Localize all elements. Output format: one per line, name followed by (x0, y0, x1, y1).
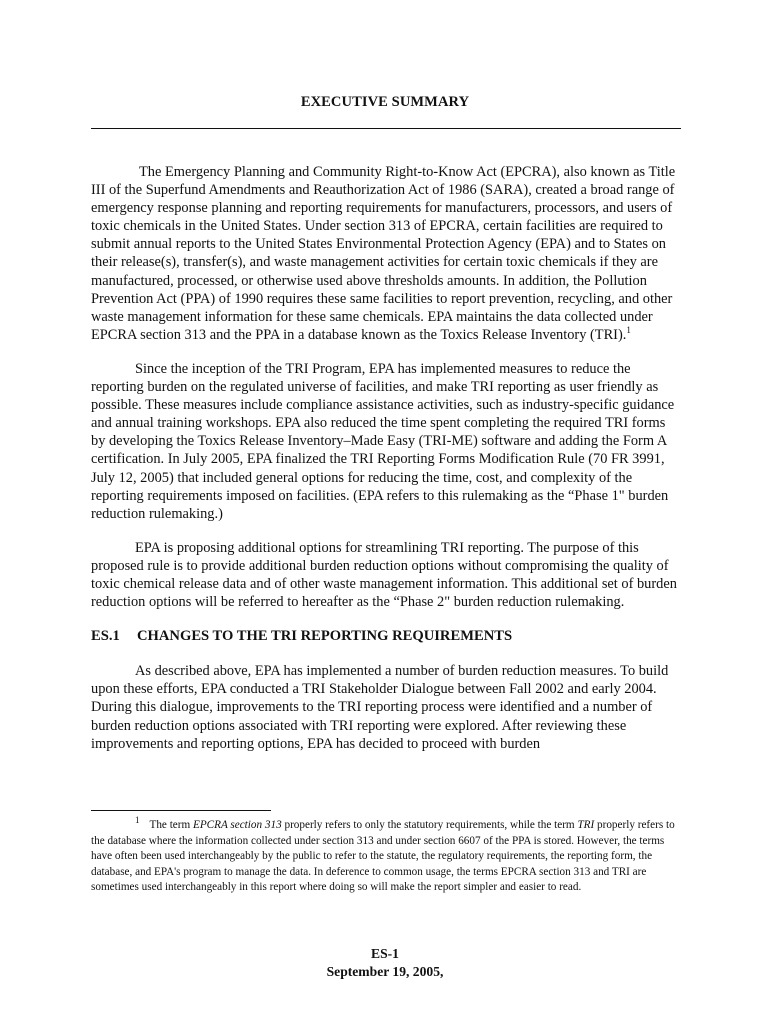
paragraph-epcra-text: The Emergency Planning and Community Right-to-Know Act (EPCRA), also known as Title III of the Superfund Amendments and Reauthorization Act of 1986 (SARA), created a broad range of emergency response planning and reporting requirements for manufacturers, processors, and users of toxic chemicals in the United States. Under section 313 of EPCRA, certain facilities are required to submit annual reports to the United States Environmental Protection Agency (EPA) and to States on their release(s), transfer(s), and waste management activities for certain toxic chemicals if they are manufactured, processed, or otherwise used above thresholds amounts. In addition, the Pollution Prevention Act (PPA) of 1990 requires these same facilities to report prevention, recycling, and other waste management information for these same chemicals. EPA maintains the data collected under EPCRA section 313 and the PPA in a database known as the Toxics Release Inventory (TRI). (91, 164, 676, 343)
footnote-text-c: properly refers to the database where the information collected under section 313 and under section 6607 of the PPA is stored. However, the terms have often been used interchangeably by the public to refer to the statute, the regulatory requirements, the reporting form, the database, and EPA's program to manage the data. In deference to common usage, the terms EPCRA section 313 and TRI are sometimes used interchangeably in this report where doing so will make the report simpler and easier to read. (91, 819, 675, 894)
footnote-text-a: The term (149, 819, 193, 831)
footnote-text-b: properly refers to only the statutory requirements, while the term (281, 819, 578, 831)
footer-date: September 19, 2005, (326, 964, 444, 979)
footnote-italic-a: EPCRA section 313 (193, 819, 282, 831)
body-text (91, 163, 683, 769)
page-title: EXECUTIVE SUMMARY (300, 94, 470, 110)
section-heading (91, 627, 683, 645)
section-number: ES.1 (91, 628, 120, 645)
paragraph-phase2: EPA is proposing additional options for streamlining TRI reporting. The purpose of this proposed rule is to provide additional burden reduction options without compromising the quality of toxic chemical release data and of other waste management information. This additional set of burden reduction options will be referred to hereafter as the “Phase 2" burden reduction rulemaking. (91, 539, 677, 611)
footnote-mark: 1 (135, 815, 140, 826)
section-title: CHANGES TO THE TRI REPORTING REQUIREMENTS (137, 628, 513, 645)
footnote-italic-b: TRI (577, 819, 595, 831)
footnote (91, 815, 683, 896)
paragraph-changes: As described above, EPA has implemented a number of burden reduction measures. To build upon these efforts, EPA conducted a TRI Stakeholder Dialogue between Fall 2002 and early 2004. During this dialogue, improvements to the TRI reporting process were identified and a number of burden reduction options associated with TRI reporting were explored. After reviewing these improvements and reporting options, EPA has decided to proceed with burden (91, 663, 669, 752)
paragraph-burden-measures: Since the inception of the TRI Program, EPA has implemented measures to reduce the reporting burden on the regulated universe of facilities, and make TRI reporting as user friendly as possible. These measures include compliance assistance activities, such as industry-specific guidance and annual training workshops. EPA also reduced the time spent completing the required TRI forms by developing the Toxics Release Inventory–Made Easy (TRI-ME) software and adding the Form A certification. In July 2005, EPA finalized the TRI Reporting Forms Modification Rule (70 FR 3991, July 12, 2005) that included general options for reducing the time, cost, and complexity of the reporting requirements imposed on facilities. (EPA refers to this rulemaking as the “Phase 1" burden reduction rulemaking.) (91, 360, 675, 522)
page-number: ES-1 (371, 946, 399, 961)
title-divider (91, 128, 681, 129)
paragraph-epcra (91, 163, 683, 344)
page-footer (0, 945, 770, 981)
footnote-divider (91, 810, 271, 811)
footnote-reference: 1 (626, 325, 631, 336)
